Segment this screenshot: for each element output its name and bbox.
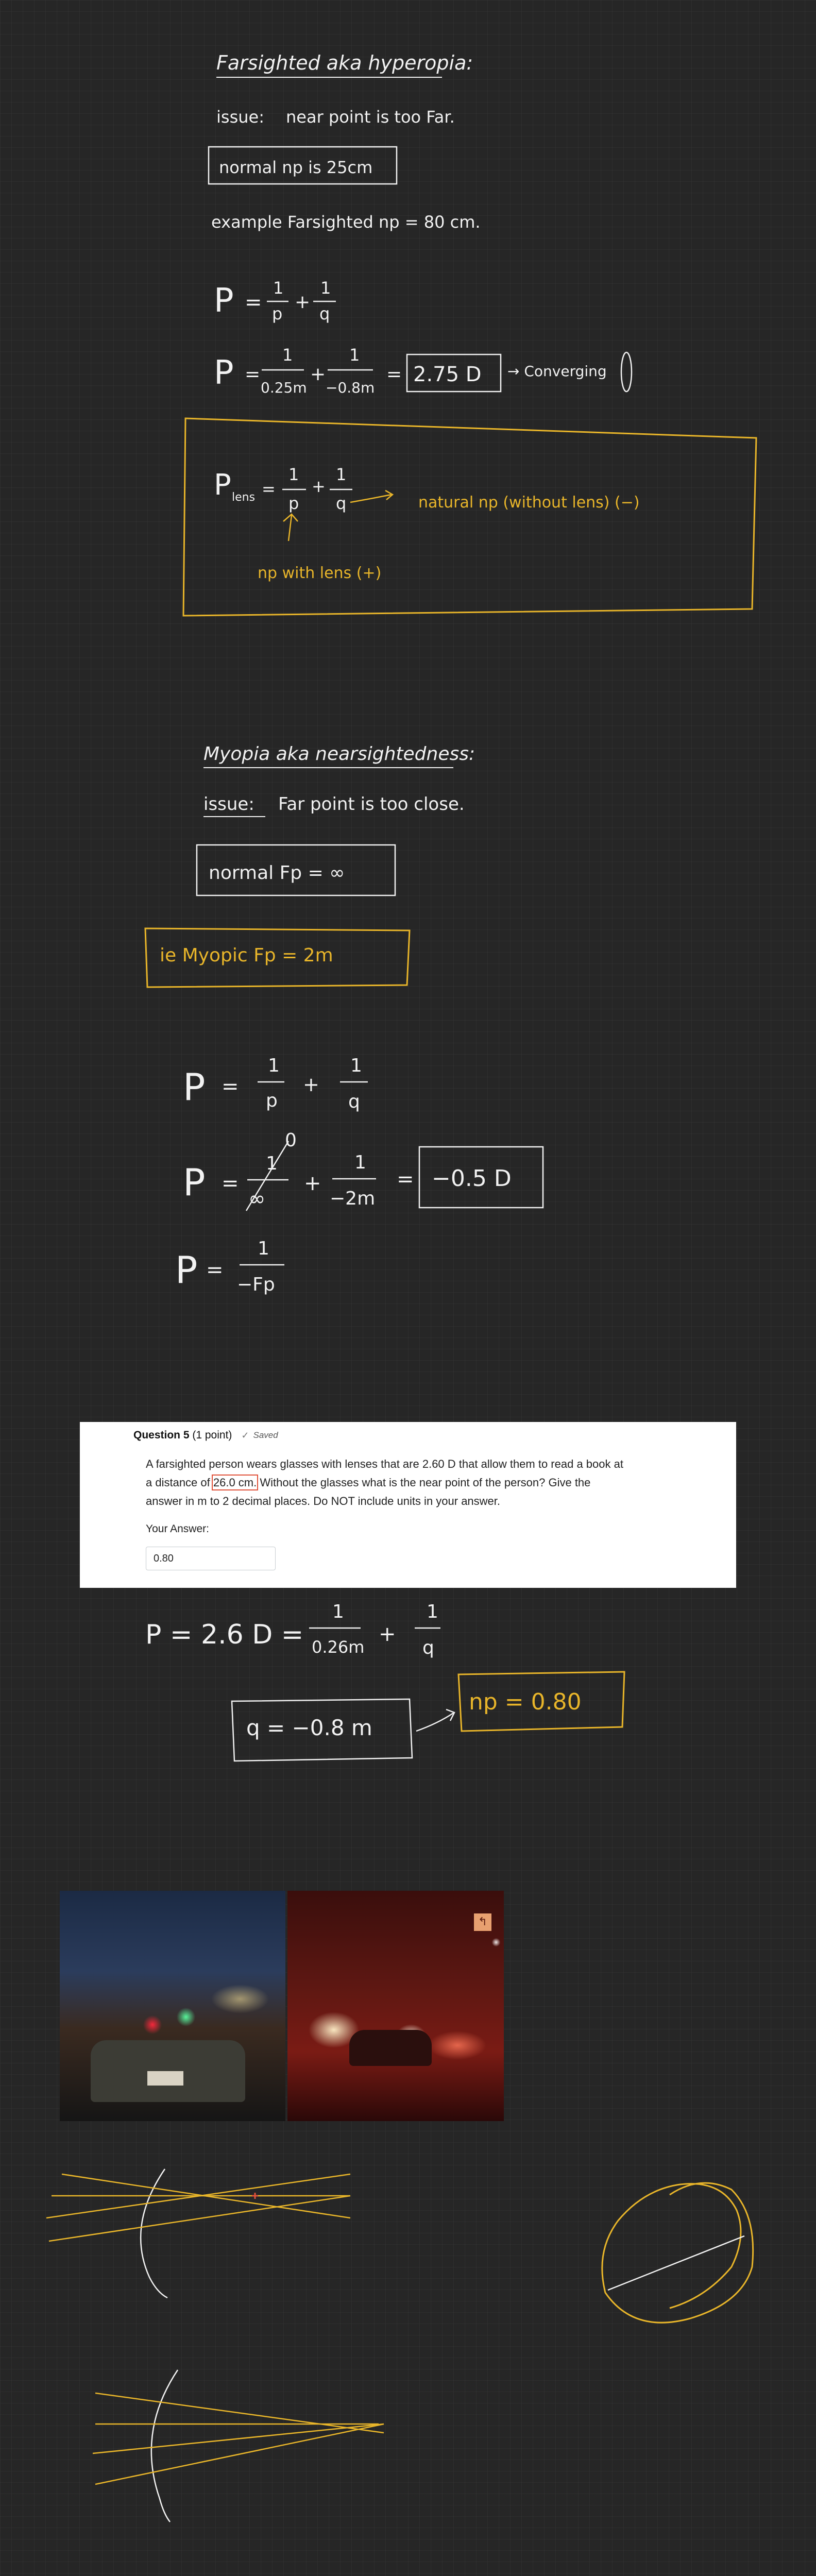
- frac-numerator: 1: [266, 1153, 278, 1174]
- question-points: (1 point): [192, 1429, 232, 1441]
- formula-equals: =: [206, 1258, 224, 1282]
- converging-lens-icon: [621, 352, 632, 392]
- question-text-part: A farsighted person wears glasses with lenses that are 2.60 D that allow them to read a book at a distance of: [146, 1458, 623, 1489]
- frac-denominator-p: p: [288, 494, 299, 513]
- formula-plus: +: [310, 364, 326, 385]
- frac-numerator: 1: [349, 345, 360, 365]
- arrow-to-natural-np: [350, 490, 393, 502]
- frac-numerator: 1: [258, 1238, 269, 1259]
- box-subscript-lens: lens: [232, 491, 256, 504]
- frac-numerator: 1: [282, 345, 293, 365]
- frac-numerator: 1: [350, 1055, 362, 1076]
- denominator-neg-0-8m: −0.8m: [326, 379, 375, 396]
- formula-equals: =: [262, 479, 276, 499]
- lens-power-highlight-box: [183, 418, 756, 616]
- formula-P: P: [175, 1248, 198, 1292]
- formula-plus: +: [295, 292, 311, 313]
- solution-lhs: P = 2.6 D =: [145, 1619, 304, 1650]
- formula-plus: +: [304, 1172, 321, 1195]
- frac-numerator: 1: [273, 278, 284, 298]
- diverging-rays: [93, 2393, 384, 2484]
- question-text: [146, 1455, 630, 1511]
- saved-label: Saved: [253, 1430, 278, 1440]
- myopic-fp-text: ie Myopic Fp = 2m: [160, 945, 333, 966]
- night-traffic-photo-blurry: [287, 1891, 504, 2121]
- formula-plus: +: [312, 477, 326, 496]
- crossed-zero: 0: [285, 1130, 297, 1151]
- result-neg-0-5D: −0.5 D: [432, 1165, 512, 1192]
- converging-rays: [46, 2174, 350, 2241]
- farsighted-example: example Farsighted np = 80 cm.: [211, 212, 481, 232]
- converging-note: → Converging: [507, 363, 607, 380]
- answer-input[interactable]: [146, 1547, 276, 1570]
- myopia-issue-label: issue:: [203, 794, 254, 815]
- hyperopia-title: Farsighted aka hyperopia:: [216, 52, 473, 74]
- cross-out-stroke: [246, 1141, 288, 1211]
- frac-denominator-q: q: [422, 1637, 434, 1658]
- denominator-0-25m: 0.25m: [261, 379, 307, 396]
- result-2-75D: 2.75 D: [413, 363, 482, 386]
- normal-np-text: normal np is 25cm: [219, 158, 373, 177]
- frac-denominator-p: p: [266, 1090, 278, 1111]
- frac-numerator: 1: [332, 1601, 344, 1622]
- formula-P: P: [183, 1065, 206, 1109]
- question-number: Question 5: [133, 1429, 190, 1441]
- myopia-issue-text: Far point is too close.: [278, 794, 465, 815]
- saved-status: [241, 1430, 278, 1441]
- question-text-part: Without the glasses what is the near point of the person? Give the answer in m to 2 decimal places. Do NOT include units in your answer.: [146, 1476, 591, 1507]
- formula-equals: =: [245, 364, 261, 385]
- corner-badge-icon: ↰: [474, 1913, 491, 1931]
- frac-numerator: 1: [336, 465, 347, 484]
- solution-denominator: 0.26m: [312, 1637, 365, 1657]
- arrow-to-np: [416, 1709, 454, 1731]
- natural-np-annotation: natural np (without lens) (−): [418, 494, 640, 512]
- np-result: np = 0.80: [469, 1689, 582, 1715]
- eye-scribble: [602, 2183, 753, 2323]
- focal-point-icon: [252, 2193, 258, 2199]
- check-icon: ✓: [241, 1430, 249, 1440]
- frac-denominator-p: p: [272, 304, 283, 324]
- formula-P: P: [214, 282, 234, 320]
- denominator-neg-fp: −Fp: [237, 1274, 275, 1295]
- highlighted-distance: 26.0 cm.: [213, 1476, 257, 1489]
- night-traffic-photo-clear: [60, 1891, 285, 2121]
- eye-scribble-line: [608, 2236, 744, 2290]
- quiz-header: [133, 1429, 736, 1442]
- formula-plus: +: [379, 1622, 396, 1646]
- frac-numerator: 1: [427, 1601, 438, 1622]
- hyperopia-issue-label: issue:: [216, 107, 264, 127]
- np-with-lens-annotation: np with lens (+): [258, 564, 382, 582]
- formula-equals: =: [245, 291, 262, 314]
- denominator-infinity: ∞: [248, 1187, 266, 1211]
- box-P: P: [214, 468, 231, 502]
- frac-denominator-q: q: [319, 304, 330, 324]
- formula-equals: =: [222, 1172, 239, 1195]
- myopia-title: Myopia aka nearsightedness:: [203, 743, 475, 765]
- frac-numerator: 1: [354, 1152, 366, 1173]
- formula-equals: =: [397, 1167, 414, 1191]
- frac-numerator: 1: [320, 278, 331, 298]
- answer-label: Your Answer:: [146, 1523, 209, 1535]
- normal-fp-text: normal Fp = ∞: [209, 862, 345, 884]
- q-result: q = −0.8 m: [246, 1715, 372, 1740]
- question-title: [133, 1429, 232, 1442]
- quiz-question-card: [80, 1422, 736, 1588]
- frac-numerator: 1: [268, 1055, 280, 1076]
- arrow-to-np-with-lens: [283, 514, 298, 541]
- frac-numerator: 1: [288, 465, 299, 484]
- formula-equals: =: [222, 1075, 239, 1098]
- frac-denominator-q: q: [348, 1091, 360, 1112]
- formula-equals: =: [386, 364, 402, 385]
- formula-P: P: [183, 1161, 206, 1204]
- frac-denominator-q: q: [336, 494, 347, 513]
- denominator-neg-2m: −2m: [330, 1188, 376, 1209]
- formula-plus: +: [303, 1073, 319, 1096]
- formula-P: P: [214, 354, 234, 392]
- hyperopia-issue-text: near point is too Far.: [286, 107, 455, 127]
